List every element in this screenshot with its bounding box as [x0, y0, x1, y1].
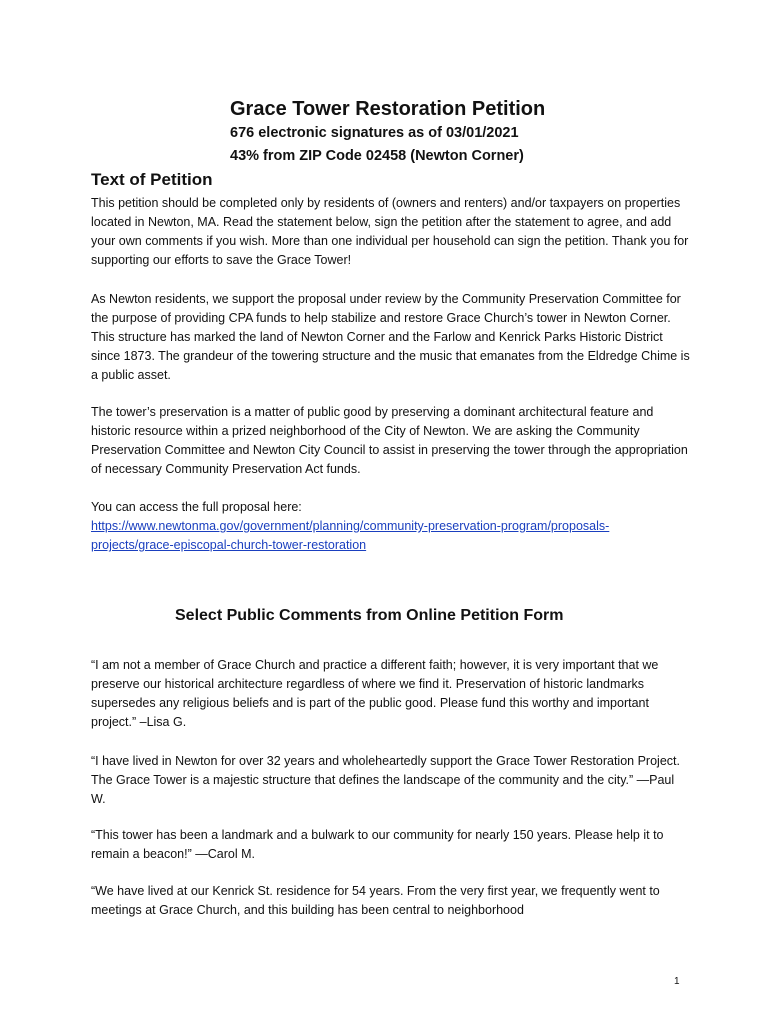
signature-count: 676 electronic signatures as of 03/01/2021 — [230, 125, 519, 141]
comment-carol: “This tower has been a landmark and a bulwark to our community for nearly 150 years. Please help it to remain a beacon!” —Carol M. — [91, 828, 664, 861]
title-block — [230, 96, 650, 168]
page-number: 1 — [674, 976, 680, 987]
public-comments-heading: Select Public Comments from Online Petition Form — [175, 607, 564, 624]
comment-paul: “I have lived in Newton for over 32 years and wholeheartedly support the Grace Tower Restoration Project. The Grace Tower is a majestic structure that defines the landscape of the community and the city.” —Paul W. — [91, 754, 680, 806]
proposal-intro-text: You can access the full proposal here: — [91, 500, 302, 514]
petition-instructions: This petition should be completed only by residents of (owners and renters) and/or taxpayers on properties located in Newton, MA. Read the statement below, sign the petition after the statement to agree, and add your own comments if you wish. More than one individual per household can sign the petition. Thank you for supporting our efforts to save the Grace Tower! — [91, 196, 689, 267]
proposal-access-paragraph — [91, 498, 691, 555]
petition-statement-preservation: The tower’s preservation is a matter of public good by preserving a dominant architectural feature and historic resource within a prized neighborhood of the City of Newton. We are asking the Community Preservation Committee and Newton City Council to assist in preserving the tower through the appropriation of necessary Community Preservation Act funds. — [91, 405, 688, 476]
comment-lisa: “I am not a member of Grace Church and practice a different faith; however, it is very important that we preserve our historical architecture regardless of where we find it. Preservation of historic landmarks supersedes any religious beliefs and is part of the public good. Please fund this worthy and important project.” –Lisa G. — [91, 658, 659, 729]
comment-kenrick: “We have lived at our Kenrick St. residence for 54 years. From the very first year, we frequently went to meetings at Grace Church, and this building has been central to neighborhood — [91, 884, 660, 917]
zip-statistic: 43% from ZIP Code 02458 (Newton Corner) — [230, 148, 524, 164]
document-title: Grace Tower Restoration Petition — [230, 98, 546, 120]
petition-statement-support: As Newton residents, we support the proposal under review by the Community Preservation Committee for the purpose of providing CPA funds to help stabilize and restore Grace Church’s tower in Newton Corner. This structure has marked the land of Newton Corner and the Farlow and Kenrick Parks Historic District since 1873. The grandeur of the towering structure and the music that emanates from the Eldredge Chime is a public asset. — [91, 292, 690, 382]
proposal-link[interactable]: https://www.newtonma.gov/government/planning/community-preservation-program/proposals-projects/grace-episcopal-church-tower-restoration — [91, 519, 610, 552]
petition-text-heading: Text of Petition — [91, 170, 213, 189]
